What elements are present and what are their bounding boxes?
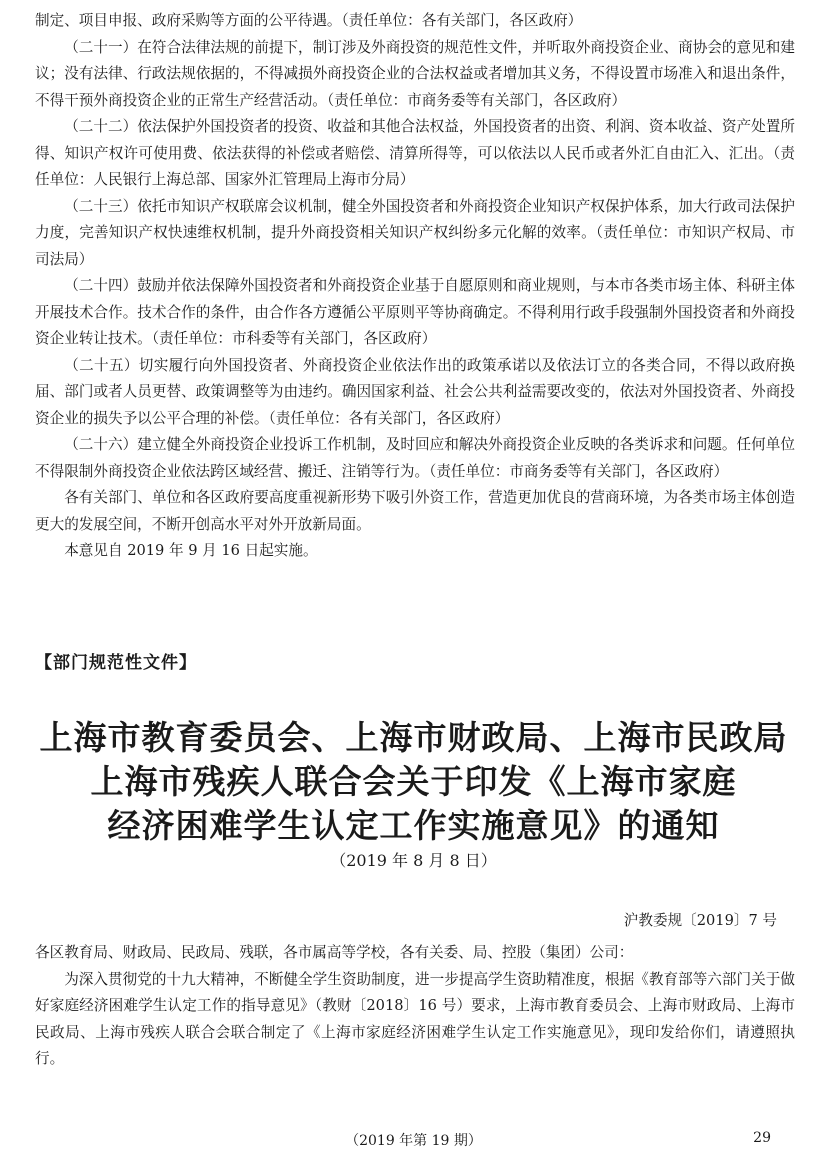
paragraph-0: 制定、项目申报、政府采购等方面的公平待遇。（责任单位：各有关部门，各区政府） — [35, 12, 583, 29]
page-number: 29 — [753, 1130, 771, 1146]
notice-body: 为深入贯彻党的十九大精神，不断健全学生资助制度，进一步提高学生资助精准度，根据《教育部等六部门关于做好家庭经济困难学生认定工作的指导意见》（教财〔2018〕16 号）要求，上海市教育委员会、上海市财政局、上海市民政局、上海市残疾人联合会联合制定了《上海市家庭经济困难学生认定工作实施意见》，现印发给你们，请遵照执行。 — [35, 970, 795, 1067]
title-date: （2019 年 8 月 8 日） — [330, 851, 497, 870]
issue-footer: （2019 年第 19 期） — [345, 1133, 482, 1149]
title-line-1: 上海市教育委员会、上海市财政局、上海市民政局 — [39, 718, 788, 757]
section-label: 【部门规范性文件】 — [35, 653, 197, 673]
paragraph-effective-date: 本意见自 2019 年 9 月 16 日起实施。 — [64, 542, 318, 559]
paragraph-26: （二十六）建立健全外商投资企业投诉工作机制，及时回应和解决外商投资企业反映的各类诉求和问题。任何单位不得限制外商投资企业依法跨区域经营、搬迁、注销等行为。（责任单位：市商务委等有关部门，各区政府） — [35, 436, 795, 480]
notice-recipients: 各区教育局、财政局、民政局、残联，各市属高等学校，各有关委、局、控股（集团）公司： — [35, 944, 634, 961]
paragraph-23: （二十三）依托市知识产权联席会议机制，健全外国投资者和外商投资企业知识产权保护体系，加大行政司法保护力度，完善知识产权快速维权机制，提升外商投资相关知识产权纠纷多元化解的效率。（责任单位：市知识产权局、市司法局） — [35, 197, 795, 268]
document-title — [0, 716, 827, 872]
paragraph-22: （二十二）依法保护外国投资者的投资、收益和其他合法权益，外国投资者的出资、利润、资本收益、资产处置所得、知识产权许可使用费、依法获得的补偿或者赔偿、清算所得等，可以依法以人民币或者外汇自由汇入、汇出。（责任单位：人民银行上海总部、国家外汇管理局上海市分局） — [35, 118, 795, 188]
paragraph-closing: 各有关部门、单位和各区政府要高度重视新形势下吸引外资工作，营造更加优良的营商环境，为各类市场主体创造更大的发展空间，不断开创高水平对外开放新局面。 — [35, 489, 795, 533]
paragraph-24: （二十四）鼓励并依法保障外国投资者和外商投资企业基于自愿原则和商业规则，与本市各类市场主体、科研主体开展技术合作。技术合作的条件，由合作各方遵循公平原则平等协商确定。不得利用行政手段强制外国投资者和外商投资企业转让技术。（责任单位：市科委等有关部门，各区政府） — [35, 277, 795, 347]
title-line-2: 上海市残疾人联合会关于印发《上海市家庭 — [90, 762, 737, 801]
paragraph-21: （二十一）在符合法律法规的前提下，制订涉及外商投资的规范性文件，并听取外商投资企业、商协会的意见和建议；没有法律、行政法规依据的，不得减损外商投资企业的合法权益或者增加其义务，不得设置市场准入和退出条件，不得干预外商投资企业的正常生产经营活动。（责任单位：市商务委等有关部门，各区政府） — [35, 38, 795, 109]
title-line-3: 经济困难学生认定工作实施意见》的通知 — [107, 806, 720, 845]
notice-text-block — [35, 940, 795, 1073]
top-text-block — [35, 8, 795, 565]
document-number: 沪教委规〔2019〕7 号 — [623, 912, 777, 929]
paragraph-25: （二十五）切实履行向外国投资者、外商投资企业依法作出的政策承诺以及依法订立的各类合同，不得以政府换届、部门或者人员更替、政策调整等为由违约。确因国家利益、社会公共利益需要改变的，依法对外国投资者、外商投资企业的损失予以公平合理的补偿。（责任单位：各有关部门，各区政府） — [35, 356, 795, 427]
